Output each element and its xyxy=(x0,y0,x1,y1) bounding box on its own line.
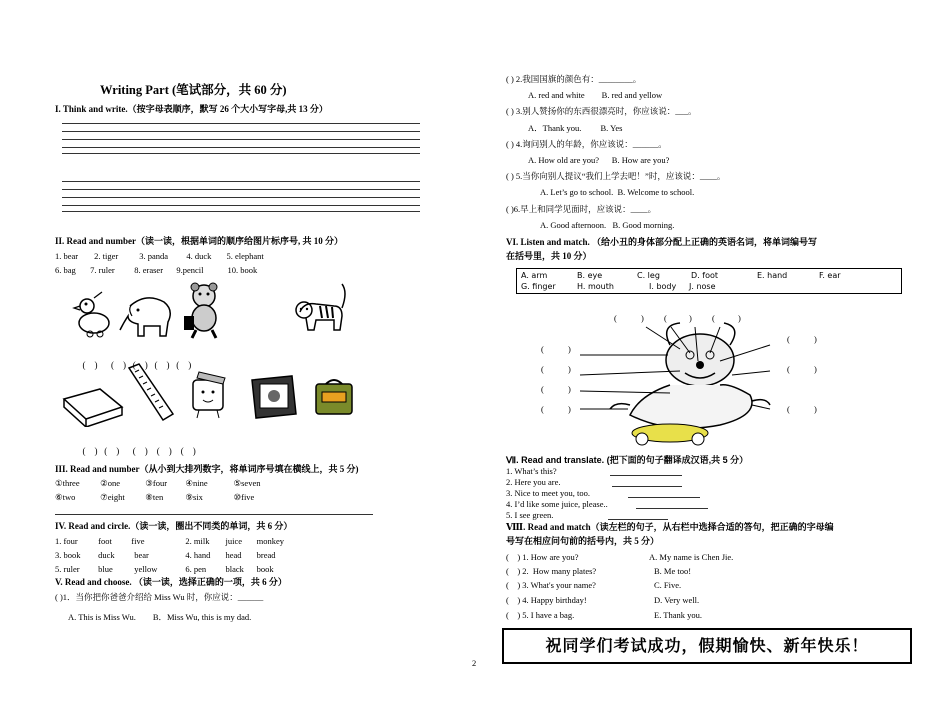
translate-answer-line[interactable] xyxy=(636,508,708,509)
answer-blank[interactable]: ( ) xyxy=(82,446,98,456)
section-5-heading: V. Read and choose. （读一读，选择正确的一项，共 6 分） xyxy=(55,577,287,587)
translate-answer-line[interactable] xyxy=(628,497,700,498)
choice-question-3: ( ) 3.别人赞扬你的东西很漂亮时，你应该说：___。 xyxy=(506,106,697,116)
section-3-heading: III. Read and number（从小到大排列数字，将单词序号填在横线上，共 5 分) xyxy=(55,464,359,474)
tiger-picture xyxy=(290,282,350,338)
choice-question-5: ( ) 5.当你向别人提议“我们上学去吧！”时，应该说：____。 xyxy=(506,171,726,181)
elephant-picture xyxy=(116,292,178,340)
match-question-5: ( ) 5. I have a bag. xyxy=(506,610,575,620)
ruler-picture xyxy=(125,362,177,422)
word-list-row-2: 6. bag 7. ruler 8. eraser 9.pencil 10. book xyxy=(55,265,258,275)
pencil-picture xyxy=(185,368,235,420)
choice-question-1: ( )1．当你把你爸爸介绍给 Miss Wu 时，你应说：______ xyxy=(55,592,264,602)
choice-question-4: ( ) 4.询问别人的年龄，你应该说：______。 xyxy=(506,139,667,149)
match-answer-d: D. Very well. xyxy=(654,595,700,605)
word-list-row-1: 1. bear 2. tiger 3. panda 4. duck 5. elephant xyxy=(55,251,264,261)
translate-answer-line[interactable] xyxy=(612,486,682,487)
choice-options-2: A. red and white B. red and yellow xyxy=(528,90,663,100)
bear-picture xyxy=(180,282,228,340)
number-words-row-1: ①three ②one ③four ④nine ⑤seven xyxy=(55,478,261,488)
translate-answer-line[interactable] xyxy=(608,519,668,520)
choice-options-1: A. This is Miss Wu. B．Miss Wu, this is my dad. xyxy=(68,612,252,622)
choice-options-5: A. Let’s go to school. B. Welcome to school. xyxy=(540,187,695,197)
match-question-4: ( ) 4. Happy birthday! xyxy=(506,595,587,605)
match-answer-b: B. Me too! xyxy=(654,566,692,576)
match-question-1: ( ) 1. How are you? xyxy=(506,552,579,562)
section-4-heading: IV. Read and circle.（读一读，圈出不同类的单词，共 6 分） xyxy=(55,521,293,531)
answer-parens-row-2 xyxy=(78,436,196,456)
answer-blank[interactable]: ( ) xyxy=(82,360,98,370)
bag-picture xyxy=(312,378,356,416)
match-answer-e: E. Thank you. xyxy=(654,610,703,620)
choice-options-4: A. How old are you? B. How are you? xyxy=(528,155,670,165)
section-2-heading: II. Read and number（读一读，根据单词的顺序给图片标序号, 共 10 分） xyxy=(55,236,344,246)
match-answer-c: C. Five. xyxy=(654,580,682,590)
translate-item-1: 1. What’s this? xyxy=(506,466,557,476)
answer-blank[interactable]: ( ) xyxy=(132,446,148,456)
circle-words-row-3: 5. ruler blue yellow 6. pen black book xyxy=(55,564,274,574)
section-6-heading-cont: 在括号里，共 10 分） xyxy=(506,251,592,261)
choice-question-2: ( ) 2.我国国旗的颜色有：________。 xyxy=(506,74,642,84)
wishes-banner: 祝同学们考试成功，假期愉快、新年快乐！ xyxy=(502,628,912,664)
answer-blank[interactable]: ( ) xyxy=(132,360,148,370)
choice-options-6: A. Good afternoon. B. Good morning. xyxy=(540,220,675,230)
match-question-2: ( ) 2. How many plates? xyxy=(506,566,597,576)
translate-answer-line[interactable] xyxy=(610,475,682,476)
clown-picture xyxy=(520,305,840,450)
page-number: 2 xyxy=(472,658,477,668)
translate-item-2: 2. Here you are. xyxy=(506,477,561,487)
eraser-picture xyxy=(60,385,126,427)
section-8-heading-cont: 号写在相应问句前的括号内，共 5 分） xyxy=(506,536,660,546)
answer-blank[interactable]: ( ) xyxy=(156,446,172,456)
translate-item-3: 3. Nice to meet you, too. xyxy=(506,488,591,498)
translate-item-5: 5. I see green. xyxy=(506,510,554,520)
page-title: Writing Part (笔试部分，共 60 分) xyxy=(100,83,287,97)
choice-question-6: ( )6.早上和同学见面时，应该说：____。 xyxy=(506,204,657,214)
translate-item-4: 4. I’d like some juice, please.. xyxy=(506,499,608,509)
book-picture xyxy=(248,374,300,420)
answer-blank[interactable]: ( ) xyxy=(111,360,126,370)
answer-blank[interactable]: ( ) xyxy=(104,446,120,456)
section-6-heading: VI. Listen and match. （给小丑的身体部分配上正确的英语名词，将单词编号写 xyxy=(506,237,818,247)
section-8-heading: Ⅷ. Read and match（读左栏的句子，从右栏中选择合适的答句，把正确的字母编 xyxy=(506,522,834,532)
section-7-heading: Ⅶ. Read and translate. (把下面的句子翻译成汉语,共 5 分） xyxy=(506,455,749,465)
duck-toy-picture xyxy=(72,290,116,340)
answer-blank[interactable]: ( ) xyxy=(180,446,196,456)
circle-words-row-2: 3. book duck bear 4. hand head bread xyxy=(55,550,276,560)
choice-options-3: A．Thank you. B. Yes xyxy=(528,123,623,133)
answer-blank[interactable]: ( ) xyxy=(176,360,192,370)
answer-blank[interactable]: ( ) xyxy=(154,360,170,370)
number-words-row-2: ⑥two ⑦eight ⑧ten ⑨six ⑩five xyxy=(55,492,255,502)
section-1-heading: I. Think and write.（按字母表顺序，默写 26 个大小写字母,共 13 分） xyxy=(55,104,328,114)
answer-line[interactable] xyxy=(55,514,373,515)
word-bank-box: A. arm B. eye C. leg D. foot E. hand F. ear G. finger H. mouth I. body J. nose xyxy=(516,268,902,294)
match-answer-a: A. My name is Chen Jie. xyxy=(649,552,734,562)
match-question-3: ( ) 3. What's your name? xyxy=(506,580,596,590)
circle-words-row-1: 1. four foot five 2. milk juice monkey xyxy=(55,536,285,546)
